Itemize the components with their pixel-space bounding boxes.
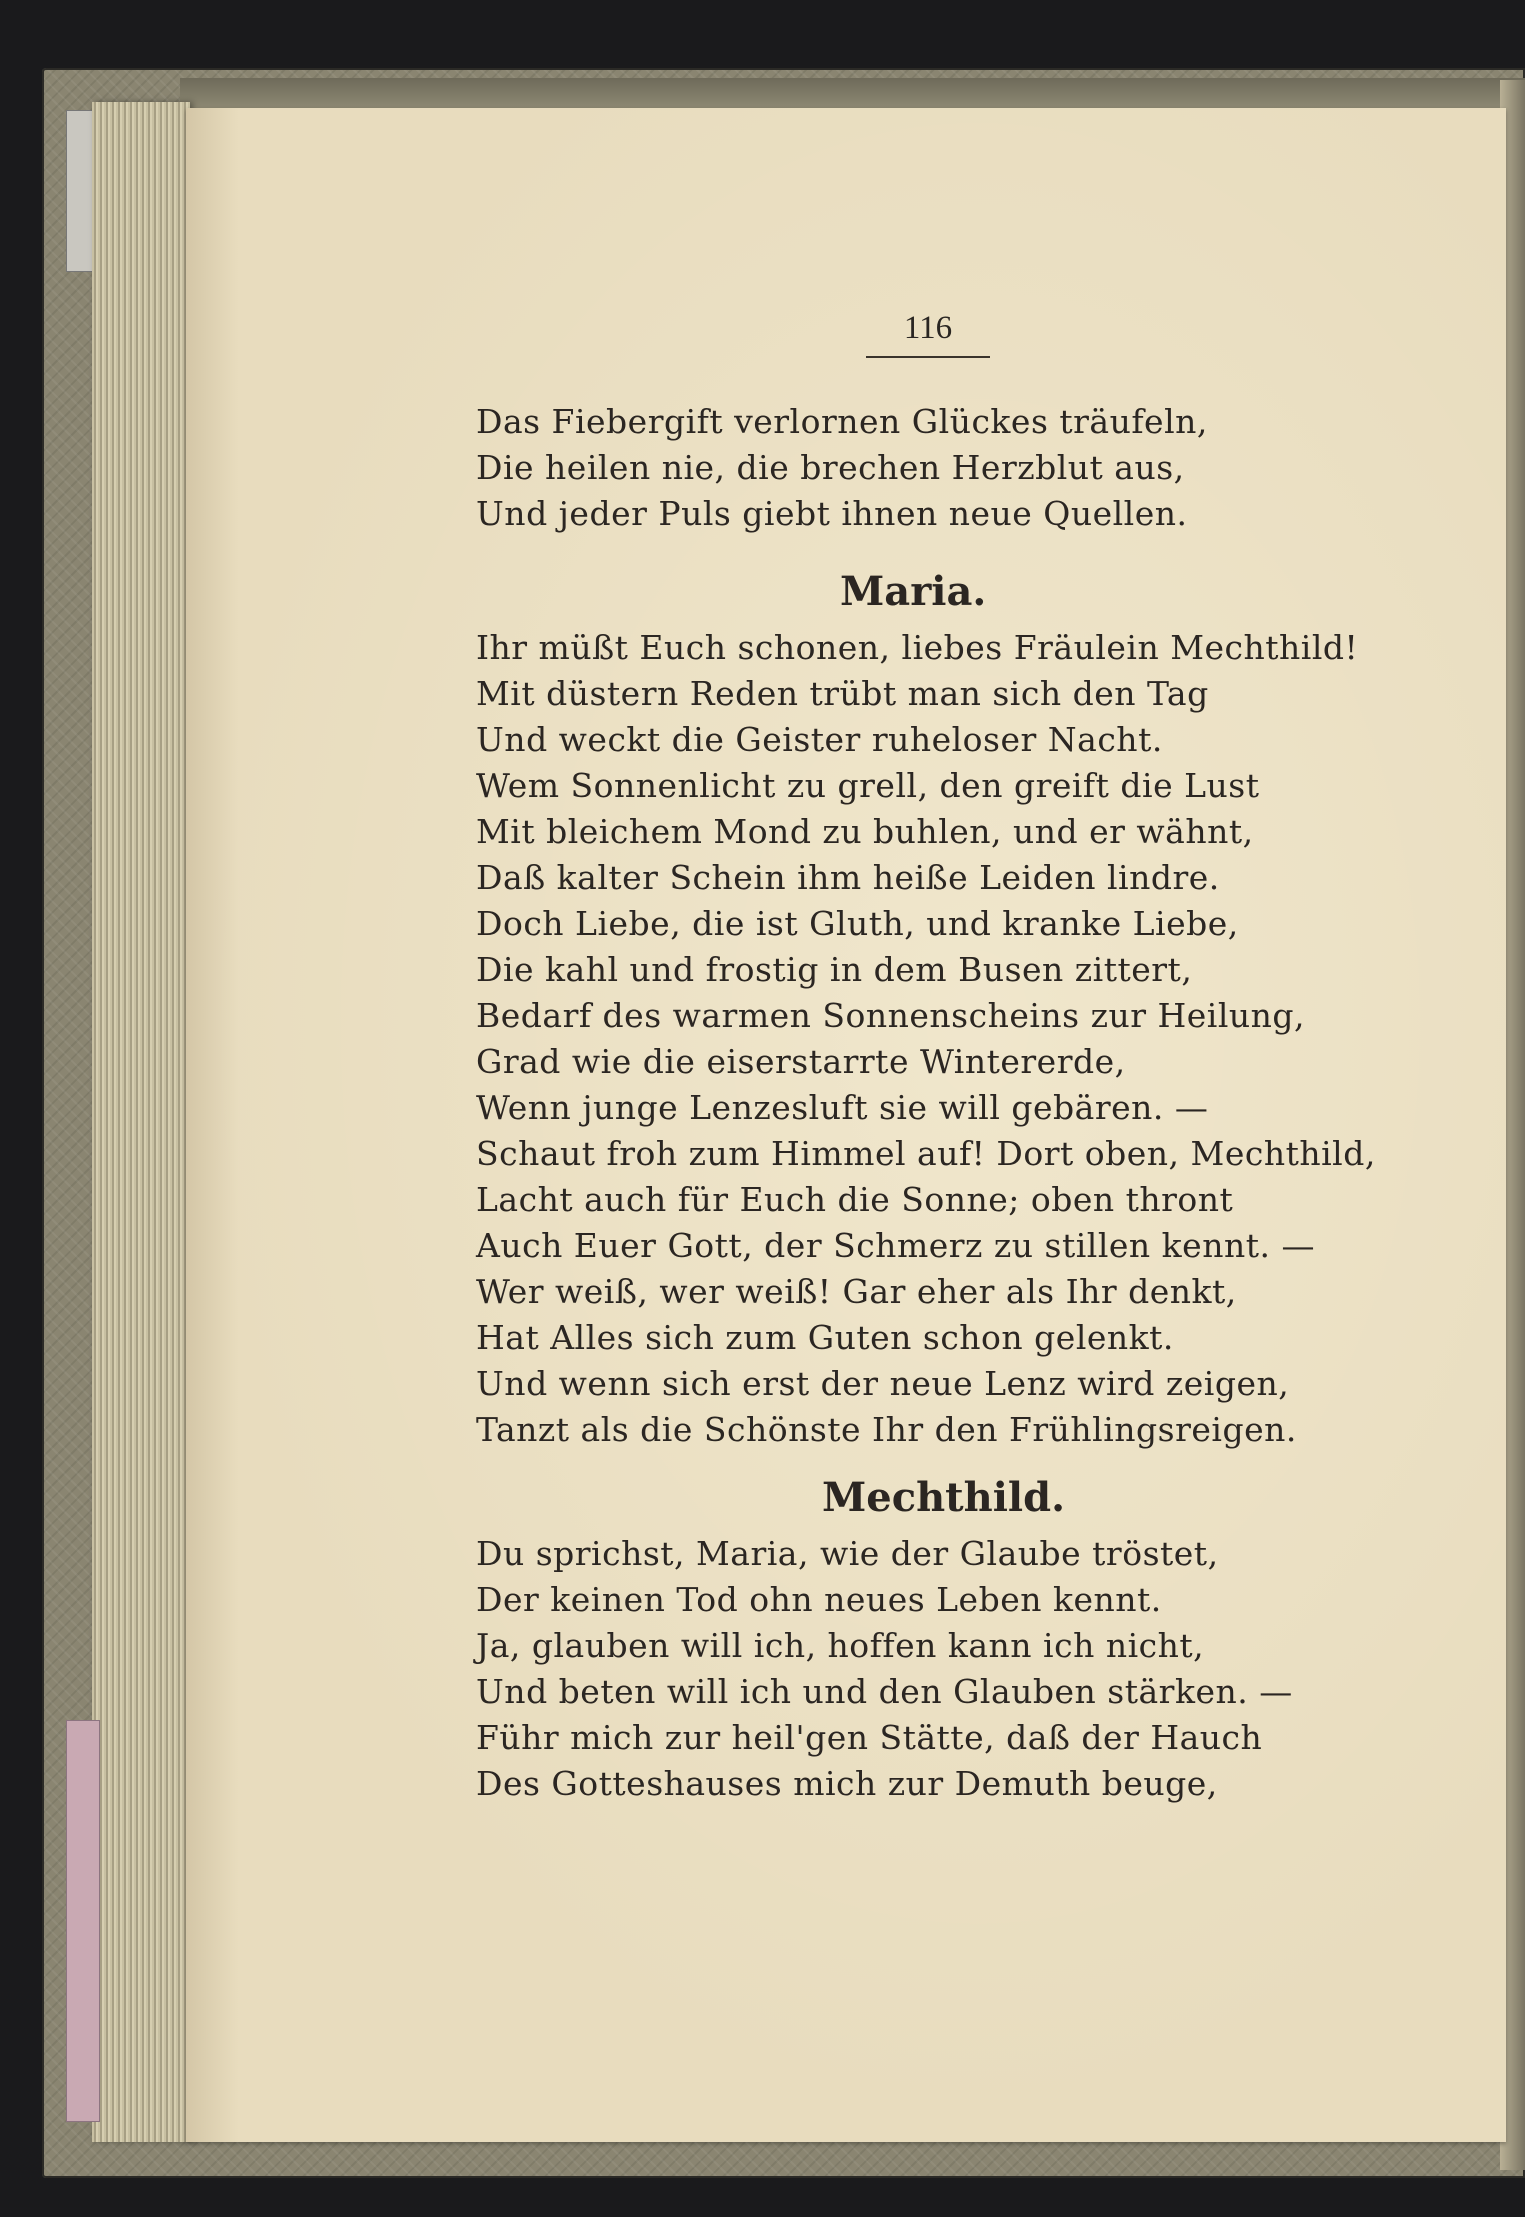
page-number-rule bbox=[866, 356, 990, 358]
text-line: Die heilen nie, die brechen Herzblut aus, bbox=[476, 448, 1185, 487]
speaker-heading: Maria. bbox=[840, 568, 987, 615]
text-line: Das Fiebergift verlornen Glückes träufeln, bbox=[476, 402, 1208, 441]
text-line: Du sprichst, Maria, wie der Glaube tröstet, bbox=[476, 1534, 1219, 1573]
text-line: Ihr müßt Euch schonen, liebes Fräulein Mechthild! bbox=[476, 628, 1359, 667]
speaker-heading: Mechthild. bbox=[822, 1474, 1066, 1521]
text-line: Wer weiß, wer weiß! Gar eher als Ihr denkt, bbox=[476, 1272, 1237, 1311]
text-line: Führ mich zur heil'gen Stätte, daß der Hauch bbox=[476, 1718, 1263, 1757]
text-line: Ja, glauben will ich, hoffen kann ich nicht, bbox=[476, 1626, 1205, 1665]
text-line: Lacht auch für Euch die Sonne; oben thront bbox=[476, 1180, 1234, 1219]
page-edges bbox=[92, 102, 190, 2142]
text-line: Bedarf des warmen Sonnenscheins zur Heilung, bbox=[476, 996, 1306, 1035]
text-line: Und weckt die Geister ruheloser Nacht. bbox=[476, 720, 1163, 759]
text-line: Und jeder Puls giebt ihnen neue Quellen. bbox=[476, 494, 1188, 533]
text-line: Und beten will ich und den Glauben stärken. — bbox=[476, 1672, 1293, 1711]
text-line: Wem Sonnenlicht zu grell, den greift die Lust bbox=[476, 766, 1260, 805]
text-line: Auch Euer Gott, der Schmerz zu stillen kennt. — bbox=[476, 1226, 1315, 1265]
text-line: Hat Alles sich zum Guten schon gelenkt. bbox=[476, 1318, 1174, 1357]
text-line: Mit bleichem Mond zu buhlen, und er wähnt, bbox=[476, 812, 1254, 851]
text-line: Daß kalter Schein ihm heiße Leiden lindre. bbox=[476, 858, 1220, 897]
page-number: 116 bbox=[903, 310, 953, 346]
text-line: Die kahl und frostig in dem Busen zittert, bbox=[476, 950, 1193, 989]
text-line: Mit düstern Reden trübt man sich den Tag bbox=[476, 674, 1209, 713]
book-top-edge bbox=[180, 78, 1525, 110]
text-line: Doch Liebe, die ist Gluth, und kranke Liebe, bbox=[476, 904, 1239, 943]
bookmark-tab-bottom bbox=[66, 1720, 100, 2122]
text-line: Wenn junge Lenzesluft sie will gebären. — bbox=[476, 1088, 1209, 1127]
text-line: Und wenn sich erst der neue Lenz wird zeigen, bbox=[476, 1364, 1290, 1403]
text-line: Grad wie die eiserstarrte Wintererde, bbox=[476, 1042, 1126, 1081]
text-line: Tanzt als die Schönste Ihr den Frühlingsreigen. bbox=[476, 1410, 1297, 1449]
text-line: Der keinen Tod ohn neues Leben kennt. bbox=[476, 1580, 1162, 1619]
text-line: Schaut froh zum Himmel auf! Dort oben, Mechthild, bbox=[476, 1134, 1376, 1173]
text-line: Des Gotteshauses mich zur Demuth beuge, bbox=[476, 1764, 1218, 1803]
